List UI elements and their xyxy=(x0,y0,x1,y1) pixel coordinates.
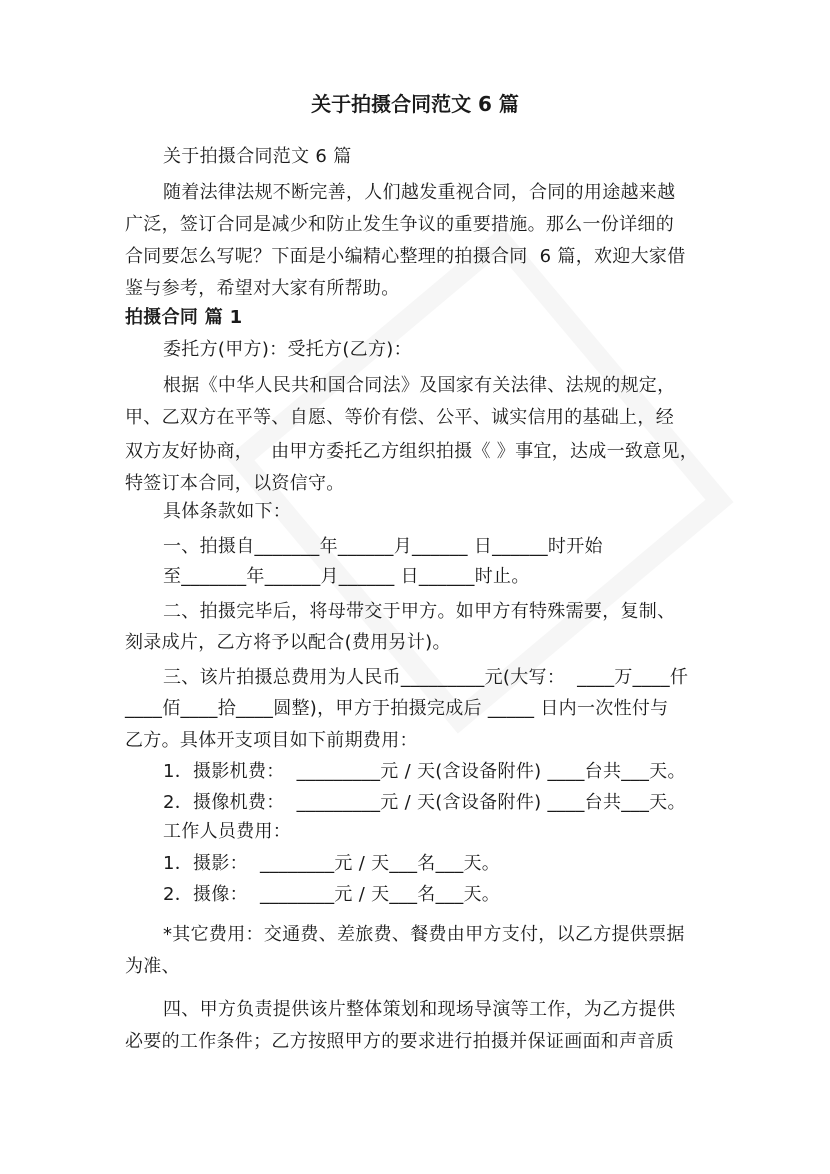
section-heading: 拍摄合同 篇 1 xyxy=(125,307,243,328)
document-title: 关于拍摄合同范文 6 篇 xyxy=(311,92,519,116)
text-line: 二、拍摄完毕后，将母带交于甲方。如甲方有特殊需要，复制、 xyxy=(163,601,676,622)
text-line: 委托方(甲方)：受托方(乙方)： xyxy=(163,339,412,360)
text-line: *其它费用：交通费、差旅费、餐费由甲方支付，以乙方提供票据 xyxy=(163,924,685,945)
text-line: 至_______年______月______ 日______时止。 xyxy=(163,566,530,587)
text-line: 1．摄影机费： _________元 / 天(含设备附件) ____台共___天。 xyxy=(163,761,686,782)
text-line: 1．摄影： ________元 / 天___名___天。 xyxy=(163,853,501,874)
text-line: ____佰____拾____圆整)，甲方于拍摄完成后 _____ 日内一次性付与 xyxy=(125,698,669,719)
text-line: 合同要怎么写呢？下面是小编精心整理的拍摄合同 6 篇，欢迎大家借 xyxy=(125,246,686,267)
text-line: 甲、乙双方在平等、自愿、等价有偿、公平、诚实信用的基础上，经 xyxy=(125,407,674,428)
text-line: 刻录成片，乙方将予以配合(费用另计)。 xyxy=(125,632,451,653)
text-line: 必要的工作条件；乙方按照甲方的要求进行拍摄并保证画面和声音质 xyxy=(125,1031,674,1052)
text-line: 具体条款如下： xyxy=(163,501,292,522)
text-line: 关于拍摄合同范文 6 篇 xyxy=(163,146,352,167)
text-line: 一、拍摄自_______年______月______ 日______时开始 xyxy=(163,536,603,557)
text-line: 双方友好协商， 由甲方委托乙方组织拍摄《 》事宜，达成一致意见， xyxy=(125,441,699,462)
text-line: 根据《中华人民共和国合同法》及国家有关法律、法规的规定， xyxy=(163,375,676,396)
text-line: 乙方。具体开支项目如下前期费用： xyxy=(125,730,418,751)
text-line: 四、甲方负责提供该片整体策划和现场导演等工作，为乙方提供 xyxy=(163,999,676,1020)
text-line: 特签订本合同，以资信守。 xyxy=(125,473,345,494)
text-line: 为准、 xyxy=(125,956,180,977)
text-line: 2．摄像： ________元 / 天___名___天。 xyxy=(163,884,501,905)
text-line: 鉴与参考，希望对大家有所帮助。 xyxy=(125,278,400,299)
text-line: 三、该片拍摄总费用为人民币_________元(大写： ____万____仟 xyxy=(163,667,689,688)
text-line: 工作人员费用： xyxy=(163,821,292,842)
text-line: 广泛，签订合同是减少和防止发生争议的重要措施。那么一份详细的 xyxy=(125,214,674,235)
text-line: 2．摄像机费： _________元 / 天(含设备附件) ____台共___天。 xyxy=(163,792,686,813)
text-line: 随着法律法规不断完善，人们越发重视合同，合同的用途越来越 xyxy=(163,182,676,203)
